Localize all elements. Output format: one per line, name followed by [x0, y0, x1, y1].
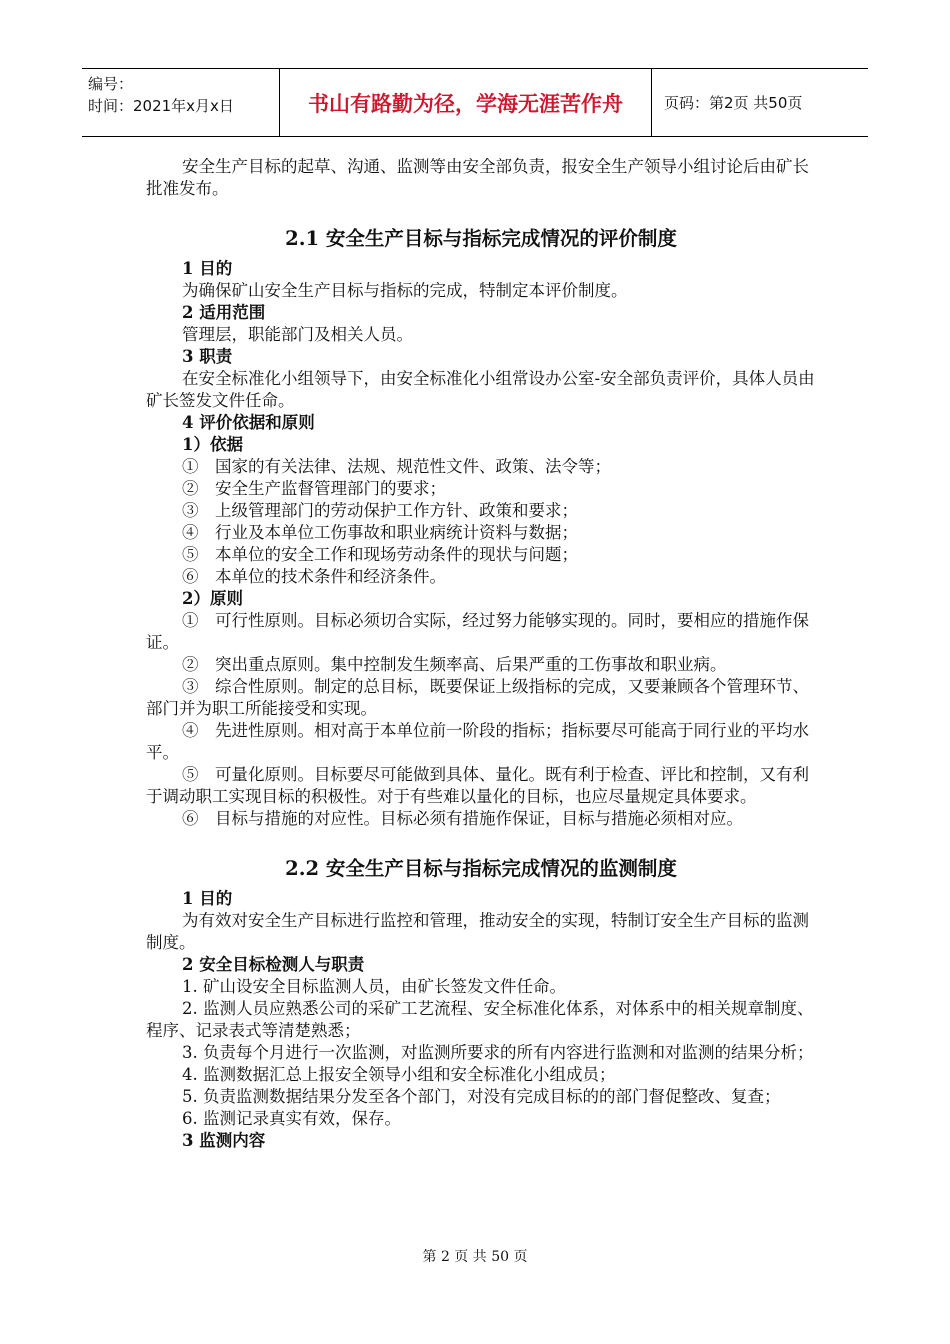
- principle-item: ④ 先进性原则。相对高于本单位前一阶段的指标；指标要尽可能高于同行业的平均水平。: [146, 721, 809, 762]
- s1-scope-heading: 2 适用范围: [182, 303, 266, 322]
- s1-basis-heading: 4 评价依据和原则: [182, 413, 315, 432]
- section1-title: 2.1 安全生产目标与指标完成情况的评价制度: [285, 227, 677, 250]
- basis-item: ⑤ 本单位的安全工作和现场劳动条件的现状与问题；: [182, 545, 578, 564]
- s2-purpose-heading: 1 目的: [182, 889, 233, 908]
- time-label: 时间：2021年x月x日: [88, 97, 234, 115]
- basis-item: ③ 上级管理部门的劳动保护工作方针、政策和要求；: [182, 501, 578, 520]
- s1-duty-text: 在安全标准化小组领导下，由安全标准化小组常设办公室-安全部负责评价，具体人员由矿长签发文件任命。: [146, 369, 815, 410]
- header-motto: 书山有路勤为径，学海无涯苦作舟: [280, 69, 652, 136]
- duty-item: 2. 监测人员应熟悉公司的采矿工艺流程、安全标准化体系，对体系中的相关规章制度、程序、记录表式等清楚熟悉；: [146, 999, 814, 1040]
- page-footer: 第 2 页 共 50 页: [422, 1249, 528, 1265]
- basis-item: ⑥ 本单位的技术条件和经济条件。: [182, 567, 446, 586]
- header-meta: [82, 69, 280, 136]
- principle-item: ① 可行性原则。目标必须切合实际，经过努力能够实现的。同时，要相应的措施作保证。: [146, 611, 809, 652]
- s2-duty-heading: 2 安全目标检测人与职责: [182, 955, 365, 974]
- s1-purpose-heading: 1 目的: [182, 259, 233, 278]
- duty-item: 3. 负责每个月进行一次监测，对监测所要求的所有内容进行监测和对监测的结果分析；: [182, 1043, 814, 1062]
- basis-item: ② 安全生产监督管理部门的要求；: [182, 479, 446, 498]
- basis-item: ④ 行业及本单位工伤事故和职业病统计资料与数据；: [182, 523, 578, 542]
- s1-scope-text: 管理层，职能部门及相关人员。: [182, 325, 413, 344]
- duty-item: 6. 监测记录真实有效，保存。: [182, 1109, 401, 1128]
- duty-item: 4. 监测数据汇总上报安全领导小组和安全标准化小组成员；: [182, 1065, 616, 1084]
- s1-duty-heading: 3 职责: [182, 347, 233, 366]
- header-page-info: 页码：第2页 共50页: [664, 94, 803, 112]
- duty-item: 1. 矿山设安全目标监测人员，由矿长签发文件任命。: [182, 977, 566, 996]
- s2-content-heading: 3 监测内容: [182, 1131, 266, 1150]
- number-label: 编号：: [88, 75, 134, 93]
- s2-purpose-text: 为有效对安全生产目标进行监控和管理，推动安全的实现，特制订安全生产目标的监测制度。: [146, 911, 809, 952]
- basis-item: ① 国家的有关法律、法规、规范性文件、政策、法令等；: [182, 457, 611, 476]
- principle-item: ② 突出重点原则。集中控制发生频率高、后果严重的工伤事故和职业病。: [182, 655, 727, 674]
- principle-item: ⑥ 目标与措施的对应性。目标必须有措施作保证，目标与措施必须相对应。: [182, 809, 743, 828]
- principle-item: ⑤ 可量化原则。目标要尽可能做到具体、量化。既有利于检查、评比和控制，又有利于调动职工实现目标的积极性。对于有些难以量化的目标，也应尽量规定具体要求。: [146, 765, 809, 806]
- principle-item: ③ 综合性原则。制定的总目标，既要保证上级指标的完成，又要兼顾各个管理环节、部门并为职工所能接受和实现。: [146, 677, 809, 718]
- section2-title: 2.2 安全生产目标与指标完成情况的监测制度: [285, 857, 677, 880]
- s1-principle-subheading: 2）原则: [182, 589, 243, 608]
- intro-paragraph: 安全生产目标的起草、沟通、监测等由安全部负责，报安全生产领导小组讨论后由矿长批准发布。: [146, 157, 809, 198]
- s1-purpose-text: 为确保矿山安全生产目标与指标的完成，特制定本评价制度。: [182, 281, 628, 300]
- s1-basis-subheading: 1）依据: [182, 435, 243, 454]
- page-header: [82, 68, 868, 137]
- duty-item: 5. 负责监测数据结果分发至各个部门，对没有完成目标的的部门督促整改、复查；: [182, 1087, 781, 1106]
- document-body: [146, 156, 816, 1152]
